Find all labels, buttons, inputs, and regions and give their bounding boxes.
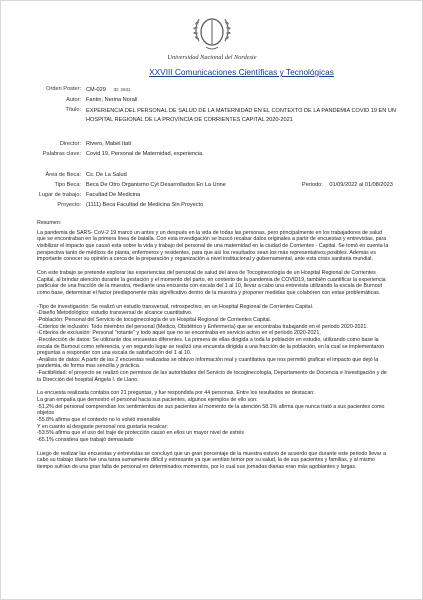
director-value: Rivero, Mabel Itatí [86, 141, 132, 147]
conference-title: XXVIII Comunicaciones Científicas y Tecnológicas [149, 67, 334, 77]
autor-label: Autor: [66, 97, 81, 103]
lugar-label: Lugar de trabajo: [38, 192, 81, 198]
methods-line: -Tipo de investigación: Se realizó un estudio transversal, retrospectivo, en un Hospital Regional de Corrientes Capital. [37, 303, 314, 310]
university-name: Universidad Nacional del Nordeste [167, 54, 257, 61]
proyecto-value: (1111) Beca Facultad de Medicina Sin Proyecto [86, 202, 204, 208]
methods-line: -Población: Personal del Servicio de tocoginecología de un Hospital Regional de Corrientes Capital. [37, 316, 272, 323]
autor-value: Fantin, Nerina Noralí [86, 97, 138, 103]
director-label: Director: [59, 141, 81, 147]
tipo-label: Tipo Beca: [54, 182, 81, 188]
palabras-label: Palabras clave: [42, 151, 81, 157]
orden-label: Orden Poster: [46, 86, 81, 92]
area-value: Cs. De La Salud [86, 172, 127, 178]
results-line: -55.8% afirma que el contexto no lo volvió insensible [37, 417, 161, 424]
methods-line: -Análisis de datos: A partir de las 2 encuestas realizadas se obtuvo información real y cuantitativa que nos permitió graficar el impacto que dejó la pandemia, de forma mas sencilla y práctica. [37, 356, 379, 370]
resumen-conclusion: Luego de realizar las encuestas y entrevistas se concluyó que un gran porcentaje de la muestra estuvo de acuerdo que durante este periodo llevar a cabo su trabajo diario fue una tarea sumamente difícil y estresante ya que sentían temor por su salud, la de sus pacientes y familias, y al mismo tiempo sufrían de una gran falta de personal en determinados momentos, por lo cual sus jornadas diarias eran más agobiantes y largas. [37, 450, 386, 470]
periodo-label: Periodo: [302, 182, 323, 188]
resumen-heading: Resumen: [37, 220, 62, 226]
orden-value-row [86, 86, 130, 94]
university-logo [167, 11, 257, 61]
orden-id: ID: 2631 [113, 87, 131, 92]
methods-line: -Criterios de inclusión: Todo miembro del personal (Medico, Obstétrico y Enfermería) que se encontraba trabajando en el periodo 2020-2021. [37, 323, 368, 330]
results-line: -65.1% considera que trabajó demasiado [37, 437, 134, 444]
periodo-value: 01/09/2022 al 01/08/2023 [329, 182, 393, 188]
titulo-value: EXPERIENCIA DEL PERSONAL DE SALUD DE LA MATERNIDAD EN EL CONTEXTO DE LA PANDEMIA COVID 19 EN UN HOSPITAL REGIONAL DE LA PROVINCIA DE CORRIENTES CAPITAL 2020-2021 [86, 108, 396, 123]
methods-line: -Factibilidad: el proyecto se realizó con permisos de las autoridades del Servicio de tocoginecología, Departamento de Docencia e Investigación y de la Dirección del hospital Ángela I. de Llano. [37, 370, 387, 383]
lugar-value: Facultad De Medicina [86, 192, 141, 198]
periodo-row [302, 182, 393, 189]
orden-value: CM-029 [86, 87, 106, 93]
proyecto-label: Proyecto: [57, 202, 81, 208]
results-line: -53.5% afirma que el uso del traje de protección causó en ellos un mayor nivel de estrés [37, 430, 244, 437]
resumen-paragraph-2: Con este trabajo se pretende explorar las experiencias del personal de salud del área de Tocoginecología de un Hospital Regional de Corrientes Capital, al brindar atención durante la gestación y el momento del parto, en contexto de la pandemia de COVID19, también cuantificar la experiencia particular de una fracción de la muestra, mediante una encuesta con escala del 1 al 10, llevar a cabo una entrevista utilizando la escala de Burnout como base, determinar el factor predisponente más significativo dentro de la muestra y proponer medidas que colaboren con estas problemáticas. [37, 269, 386, 296]
methods-line: -Criterios de exclusión: Personal "rotante" y todo aquel que no se encontraba en servicio activo en el período 2020-2021. [37, 330, 321, 337]
palabras-value: Covid 19, Personal de Maternidad, experiencia. [86, 151, 204, 157]
laurel-emblem-icon [189, 11, 235, 53]
results-line: Y en cuanto al desgaste personal nos gustaría recalcar: [37, 423, 168, 430]
methods-line: -Recolección de datos: Se utilizarán dos encuestas diferentes. La primera de ellas dirigida a toda la población en estudio, utilizando como base la escala de Burnout como referencia, y en segundo lugar se realizó una encuesta dirigida a una fracción de la población, en la cual se implementaron preguntas a responder con una escala de satisfacción del 1 al 10. [37, 336, 385, 357]
area-label: Área de Beca: [45, 172, 81, 178]
results-line: -51,2% del personal comprendían los sentimientos de sus pacientes al momento de la atención 58.1% afirma que nunca trató a sus pacientes como objetos [37, 403, 385, 417]
results-line: La encuesta realizada contaba con 21 preguntas, y fue respondida por 44 personas. Entre los resultados se destacan: [37, 390, 315, 397]
titulo-label: Título: [65, 107, 81, 113]
resumen-paragraph-1: La pandemia de SARS- CoV-2 19 marcó un antes y un después en la vida de todas las personas, pero principalmente en los trabajadores de salud que se encontraban en la primera línea de batalla. Con esta investigación se buscó recabar datos originales a partir de encuestas y entrevistas, para visibilizar el impacto que causó esta sobre la vida y trabajo del personal de una maternidad en la ciudad de Corrientes - Capital. Se tomó en cuenta la perspectiva tanto de médicos de planta, enfermeros y residentes, para que así los resultados sean los más representativos posibles. Además es importante conocer su opinión a cerca de la preparación y organización a nivel institucional y gubernamental, ante esta crisis sanitaria mundial. [37, 229, 389, 263]
methods-line: -Diseño Metodológico: estudio transversal de alcance cuantitativo. [37, 310, 193, 317]
tipo-value: Beca De Otro Organismo Cyt Desarrollados En La Unne [86, 182, 226, 188]
resumen-section [37, 220, 392, 471]
results-line: La gran empatía que demostró el personal hacia sus pacientes, algunos ejemplos de ello son: [37, 397, 258, 404]
